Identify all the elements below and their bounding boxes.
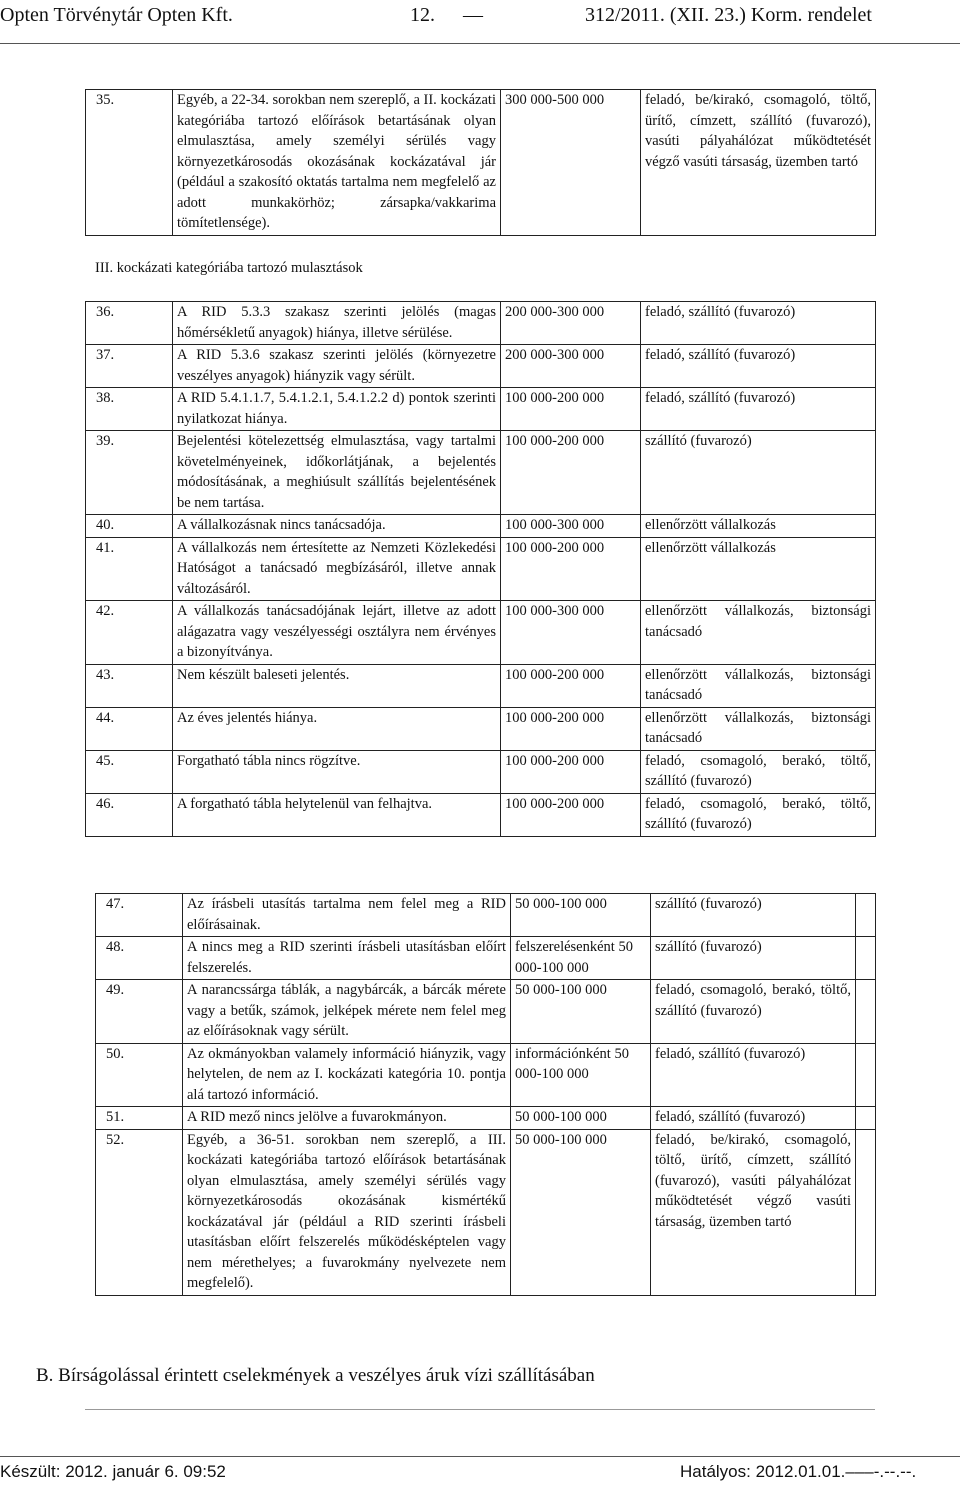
responsible-party-cell: ellenőrzött vállalkozás, biztonsági tanácsadó	[641, 707, 876, 750]
violation-description-cell: Az éves jelentés hiánya.	[173, 707, 501, 750]
fine-amount-cell: információnként 50 000-100 000	[511, 1043, 651, 1107]
row-number-cell: 48.	[96, 937, 183, 980]
fine-amount-cell: 100 000-200 000	[501, 537, 641, 601]
row-number-cell: 46.	[86, 793, 173, 836]
row-number-cell: 47.	[96, 894, 183, 937]
table-row	[96, 1043, 876, 1107]
table-row	[96, 937, 876, 980]
header-page-number: 12.	[410, 4, 435, 26]
fine-amount-cell: felszerelésenként 50 000-100 000	[511, 937, 651, 980]
violation-description-cell: A RID mező nincs jelölve a fuvarokmányon.	[183, 1107, 511, 1130]
table-spacer-cell	[856, 1043, 876, 1107]
responsible-party-cell: ellenőrzött vállalkozás, biztonsági tanácsadó	[641, 664, 876, 707]
penalty-table-iii	[85, 301, 876, 837]
responsible-party-cell: feladó, be/kirakó, csomagoló, töltő, ürítő, címzett, szállító (fuvarozó), vasúti pályahálózat működtetését végző vasúti társaság, üzemben tartó	[651, 1129, 856, 1295]
table-row	[86, 537, 876, 601]
row-number-cell: 42.	[86, 601, 173, 665]
section-b-rule	[85, 1409, 875, 1410]
violation-description-cell: A vállalkozás nem értesítette az Nemzeti Közlekedési Hatóságot a tanácsadó megbízásáról, illetve annak változásáról.	[173, 537, 501, 601]
table-row	[96, 1107, 876, 1130]
row-number-cell: 36.	[86, 302, 173, 345]
table-row	[86, 431, 876, 515]
violation-description-cell: Az írásbeli utasítás tartalma nem felel meg a RID előírásainak.	[183, 894, 511, 937]
responsible-party-cell: ellenőrzött vállalkozás	[641, 537, 876, 601]
penalty-table-iii-body	[86, 302, 876, 837]
table-spacer-cell	[856, 894, 876, 937]
fine-amount-cell: 100 000-200 000	[501, 750, 641, 793]
row-number-cell: 43.	[86, 664, 173, 707]
responsible-party-cell: szállító (fuvarozó)	[641, 431, 876, 515]
fine-amount-cell: 200 000-300 000	[501, 345, 641, 388]
table-row	[86, 664, 876, 707]
fine-amount-cell: 100 000-200 000	[501, 793, 641, 836]
violation-description-cell: A forgatható tábla helytelenül van felhajtva.	[173, 793, 501, 836]
footer-effective: Hatályos: 2012.01.01.–––-.--.--.	[680, 1462, 917, 1481]
section-b-heading: B. Bírságolással érintett cselekmények a veszélyes áruk vízi szállításában	[36, 1365, 595, 1386]
table-row	[86, 515, 876, 538]
row-number-cell: 49.	[96, 980, 183, 1044]
page-footer	[0, 1461, 960, 1485]
table-row	[86, 793, 876, 836]
header-dash: —	[463, 4, 483, 26]
row-number-cell: 41.	[86, 537, 173, 601]
violation-description-cell: Egyéb, a 22-34. sorokban nem szereplő, a II. kockázati kategóriába tartozó előírások betartásának olyan elmulasztása, amely személyi sérülés vagy környezetkárosodás okozásának kockázatával jár (például a szakosító oktatás tartalma nem megfelelő az adott munkakörhöz; zársapka/vakkarima tömítetlensége).	[173, 90, 501, 236]
violation-description-cell: Az okmányokban valamely információ hiányzik, vagy helytelen, de nem az I. kockázati kategória 10. pontja alá tartozó információ.	[183, 1043, 511, 1107]
row-number-cell: 44.	[86, 707, 173, 750]
responsible-party-cell: feladó, be/kirakó, csomagoló, töltő, ürítő, címzett, szállító (fuvarozó), vasúti pályahálózat működtetését végző vasúti társaság, üzemben tartó	[641, 90, 876, 236]
violation-description-cell: A vállalkozásnak nincs tanácsadója.	[173, 515, 501, 538]
row-number-cell: 52.	[96, 1129, 183, 1295]
violation-description-cell: Bejelentési kötelezettség elmulasztása, vagy tartalmi követelményeinek, időkorlátjának, a bejelentés módosításának, a meghiúsult szállítás bejelentésének be nem tartása.	[173, 431, 501, 515]
fine-amount-cell: 100 000-300 000	[501, 515, 641, 538]
responsible-party-cell: feladó, szállító (fuvarozó)	[651, 1107, 856, 1130]
violation-description-cell: A vállalkozás tanácsadójának lejárt, illetve az adott alágazatra vagy veszélyességi osztályra nem érvényes a bizonyítványa.	[173, 601, 501, 665]
row-number-cell: 38.	[86, 388, 173, 431]
responsible-party-cell: szállító (fuvarozó)	[651, 937, 856, 980]
responsible-party-cell: ellenőrzött vállalkozás, biztonsági tanácsadó	[641, 601, 876, 665]
table-row	[96, 1129, 876, 1295]
violation-description-cell: A narancssárga táblák, a nagybárcák, a bárcák mérete vagy a betűk, számok, jelképek mérete nem felel meg az előírásoknak vagy sérült.	[183, 980, 511, 1044]
section-iii-heading: III. kockázati kategóriába tartozó mulasztások	[95, 260, 363, 276]
responsible-party-cell: feladó, szállító (fuvarozó)	[641, 345, 876, 388]
table-spacer-cell	[856, 1129, 876, 1295]
table-spacer-cell	[856, 980, 876, 1044]
violation-description-cell: Egyéb, a 36-51. sorokban nem szereplő, a III. kockázati kategóriába tartozó előírások betartásának olyan elmulasztása, amely személyi sérülés vagy környezetkárosodás okozásának kismértékű kockázatával jár (például a RID szerinti írásbeli utasításban előírt felszerelés működésképtelen vagy nem mérethelyes; a fuvarokmány nyelvezete nem megfelelő).	[183, 1129, 511, 1295]
row-number-cell: 39.	[86, 431, 173, 515]
fine-amount-cell: 100 000-300 000	[501, 601, 641, 665]
table-row	[86, 750, 876, 793]
footer-rule	[0, 1456, 960, 1457]
fine-amount-cell: 200 000-300 000	[501, 302, 641, 345]
responsible-party-cell: feladó, szállító (fuvarozó)	[641, 302, 876, 345]
responsible-party-cell: feladó, szállító (fuvarozó)	[641, 388, 876, 431]
table-spacer-cell	[856, 937, 876, 980]
table-spacer-cell	[856, 1107, 876, 1130]
row-number-cell: 45.	[86, 750, 173, 793]
penalty-table-iii-continued-body	[96, 894, 876, 1296]
table-row	[86, 601, 876, 665]
responsible-party-cell: feladó, csomagoló, berakó, töltő, szállító (fuvarozó)	[641, 750, 876, 793]
header-publisher: Opten Törvénytár Opten Kft.	[0, 4, 233, 26]
page-header	[0, 2, 960, 32]
violation-description-cell: A nincs meg a RID szerinti írásbeli utasításban előírt felszerelés.	[183, 937, 511, 980]
header-decree-title: 312/2011. (XII. 23.) Korm. rendelet	[585, 4, 872, 26]
violation-description-cell: Forgatható tábla nincs rögzítve.	[173, 750, 501, 793]
fine-amount-cell: 50 000-100 000	[511, 1129, 651, 1295]
responsible-party-cell: feladó, csomagoló, berakó, töltő, szállító (fuvarozó)	[651, 980, 856, 1044]
violation-description-cell: A RID 5.4.1.1.7, 5.4.1.2.1, 5.4.1.2.2 d) pontok szerinti nyilatkozat hiánya.	[173, 388, 501, 431]
responsible-party-cell: feladó, szállító (fuvarozó)	[651, 1043, 856, 1107]
responsible-party-cell: ellenőrzött vállalkozás	[641, 515, 876, 538]
fine-amount-cell: 50 000-100 000	[511, 1107, 651, 1130]
row-number-cell: 51.	[96, 1107, 183, 1130]
penalty-table-ii-body	[86, 90, 876, 236]
table-row	[86, 345, 876, 388]
fine-amount-cell: 50 000-100 000	[511, 894, 651, 937]
row-number-cell: 40.	[86, 515, 173, 538]
table-row	[86, 707, 876, 750]
table-row	[86, 90, 876, 236]
responsible-party-cell: feladó, csomagoló, berakó, töltő, szállító (fuvarozó)	[641, 793, 876, 836]
fine-amount-cell: 50 000-100 000	[511, 980, 651, 1044]
table-row	[86, 302, 876, 345]
header-rule	[0, 43, 960, 44]
row-number-cell: 35.	[86, 90, 173, 236]
fine-amount-cell: 300 000-500 000	[501, 90, 641, 236]
row-number-cell: 37.	[86, 345, 173, 388]
responsible-party-cell: szállító (fuvarozó)	[651, 894, 856, 937]
violation-description-cell: A RID 5.3.3 szakasz szerinti jelölés (magas hőmérsékletű anyagok) hiánya, illetve sérülése.	[173, 302, 501, 345]
table-row	[96, 894, 876, 937]
footer-created: Készült: 2012. január 6. 09:52	[0, 1462, 226, 1481]
violation-description-cell: Nem készült baleseti jelentés.	[173, 664, 501, 707]
table-row	[96, 980, 876, 1044]
table-row	[86, 388, 876, 431]
fine-amount-cell: 100 000-200 000	[501, 388, 641, 431]
penalty-table-iii-continued	[95, 893, 876, 1296]
fine-amount-cell: 100 000-200 000	[501, 664, 641, 707]
penalty-table-ii	[85, 89, 876, 236]
fine-amount-cell: 100 000-200 000	[501, 431, 641, 515]
row-number-cell: 50.	[96, 1043, 183, 1107]
violation-description-cell: A RID 5.3.6 szakasz szerinti jelölés (környezetre veszélyes anyagok) hiányzik vagy sérült.	[173, 345, 501, 388]
fine-amount-cell: 100 000-200 000	[501, 707, 641, 750]
